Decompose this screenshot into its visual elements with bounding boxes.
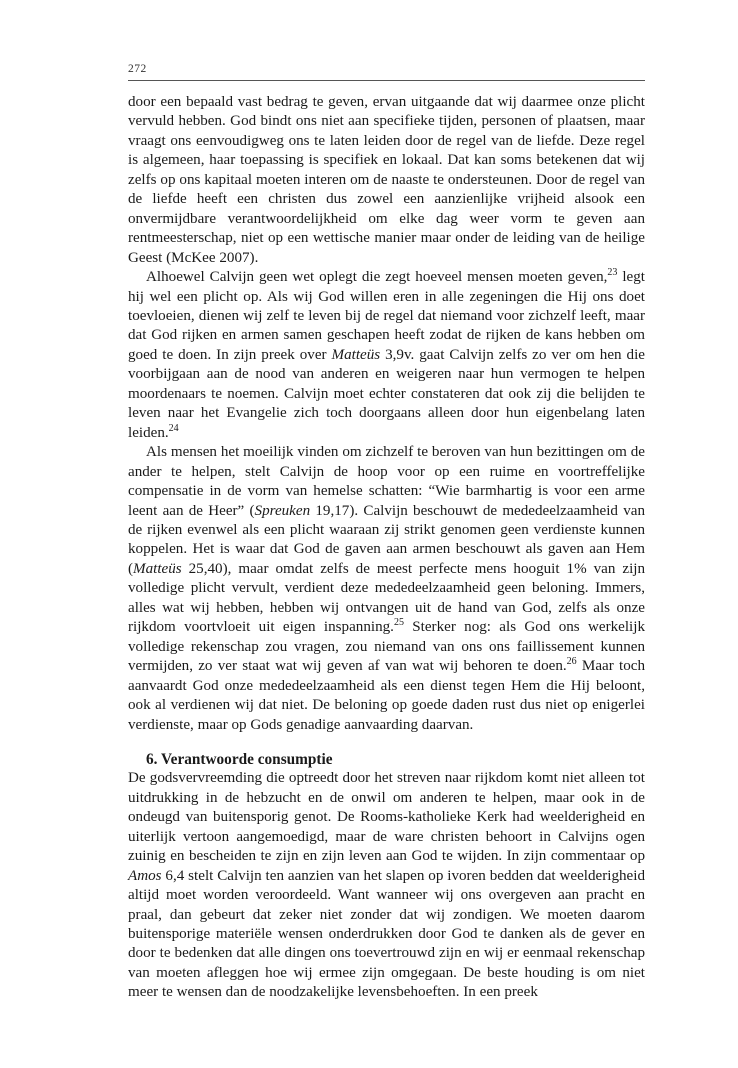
text-run: 6,4 stelt Calvijn ten aanzien van het slapen op ivoren bedden dat weelderigheid altijd moet worden veroordeeld. Want wanneer wij ons overgeven aan pracht en praal, dan gebeurt dat zeker niet zonder dat wij zondigen. We moeten daarom buitensporige materiële wensen onderdrukken door God te danken als de gever en door te bedenken dat alle dingen ons toevertrouwd zijn en wij er eenmaal rekenschap van moeten afleggen hoe wij ermee zijn omgegaan. De beste houding is om niet meer te wensen dan de noodzakelijke levensbehoeften. In een preek (128, 867, 645, 1001)
text-run: Als mensen het moeilijk vinden om zichzelf te beroven van hun bezittingen om de ander te helpen, stelt Calvijn de hoop voor op een ruime en voortreffelijke compensatie in de vorm van hemelse schatten: “Wie barmhartig is voor een arme leent aan de Heer” ( (128, 444, 645, 519)
text-run: Alhoewel Calvijn geen wet oplegt die zegt hoeveel mensen moeten geven, (146, 269, 608, 286)
text-run: 25,40), maar omdat zelfs de meest perfecte mens hooguit 1% van zijn volledige plicht vervult, verdient deze mededeelzaamheid geen beloning. Immers, alles wat wij hebben, hebben wij ontvangen uit de hand van God, zelfs als onze rijkdom voortvloeit uit eigen inspanning. (128, 560, 645, 636)
paragraphs (128, 93, 645, 735)
text-run: Maar toch aanvaardt God onze mededeelzaamheid als een dienst tegen Hem die Hij beloont, ook al verdienen wij dat niet. De beloning op goede daden rust dus niet op enigerlei verdienste, maar op Gods genadige aanvaarding daarvan. (128, 658, 645, 733)
bible-book-ref: Amos (128, 867, 162, 884)
bible-book-ref: Matteüs (331, 346, 381, 363)
text-run: door een bepaald vast bedrag te geven, ervan uitgaande dat wij daarmee onze plicht vervuld hebben. God bindt ons niet aan specifieke tijden, personen of plaatsen, maar vraagt ons eenvoudigweg ons te laten leiden door de regel van de liefde. Deze regel is algemeen, haar toepassing is specifiek en lokaal. Dat kan soms betekenen dat wij zelfs op ons kapitaal moeten interen om de naaste te ondersteunen. Door de regel van de liefde heeft een christen dus zowel een aanzienlijke vrijheid alsook een onvermijdbare verantwoordelijkheid om elke dag weer vorm te geven aan rentmeesterschap, niet op een wettische manier maar onder de leiding van de heilige Geest (McKee 2007). (128, 94, 645, 266)
paragraph (128, 769, 645, 1002)
footnote-ref: 23 (607, 267, 618, 279)
text-run: legt hij wel een plicht op. Als wij God willen eren in alle zegeningen die Hij ons doet toevloeien, dienen wij zelf te leven bij de regel dat niemand voor zichzelf leeft, maar dat God rijken en armen samen geschapen heeft zodat de rijken de kans hebben om goed te doen. In zijn preek over (128, 269, 645, 363)
text-run: De godsvervreemding die optreedt door het streven naar rijkdom komt niet alleen tot uitdrukking in de hebzucht en de onwil om anderen te helpen, maar ook in de ondeugd van buitensporig genot. De Rooms-katholieke Kerk had weelderigheid en uiterlijk vertoon aangemoedigd, maar de ware christen behoort in Calvijns ogen zuinig en bescheiden te zijn en zijn leven aan God te wijden. In zijn commentaar op (128, 770, 645, 865)
bible-book-ref: Matteüs (133, 560, 182, 577)
footnote-ref: 25 (393, 617, 404, 629)
text-run: 3,9v. gaat Calvijn zelfs zo ver om hen die voorbijgaan aan de nood van anderen en weigeren naar hun vermogen te helpen moordenaars te noemen. Calvijn moet echter constateren dat ook zij die belijden te leven naar het Evangelie zich toch doorgaans alleen door hun eigenbelang laten leiden. (128, 346, 645, 441)
text-run: Sterker nog: als God ons werkelijk volledige rekenschap zou vragen, zou niemand van ons ons faillissement kunnen vermijden, zo ver staat wat wij geven af van wat wij behoren te doen. (128, 619, 645, 675)
section-paragraphs (128, 769, 645, 1002)
header-rule (128, 80, 645, 81)
footnote-ref: 24 (168, 422, 179, 434)
paragraph (128, 443, 645, 735)
body-text (128, 93, 645, 1003)
paragraph (128, 268, 645, 443)
page-number: 272 (128, 63, 147, 75)
bible-book-ref: Spreuken (254, 502, 311, 519)
footnote-ref: 26 (566, 656, 577, 668)
paragraph (128, 93, 645, 268)
text-run: 19,17). Calvijn beschouwt de mededeelzaamheid van de rijken evenwel als een plicht waaraan zij strikt genomen geen verdienste kunnen koppelen. Het is waar dat God de gaven aan armen beschouwt als gaven aan Hem ( (128, 502, 646, 577)
section-heading: 6. Verantwoorde consumptie (146, 750, 333, 768)
